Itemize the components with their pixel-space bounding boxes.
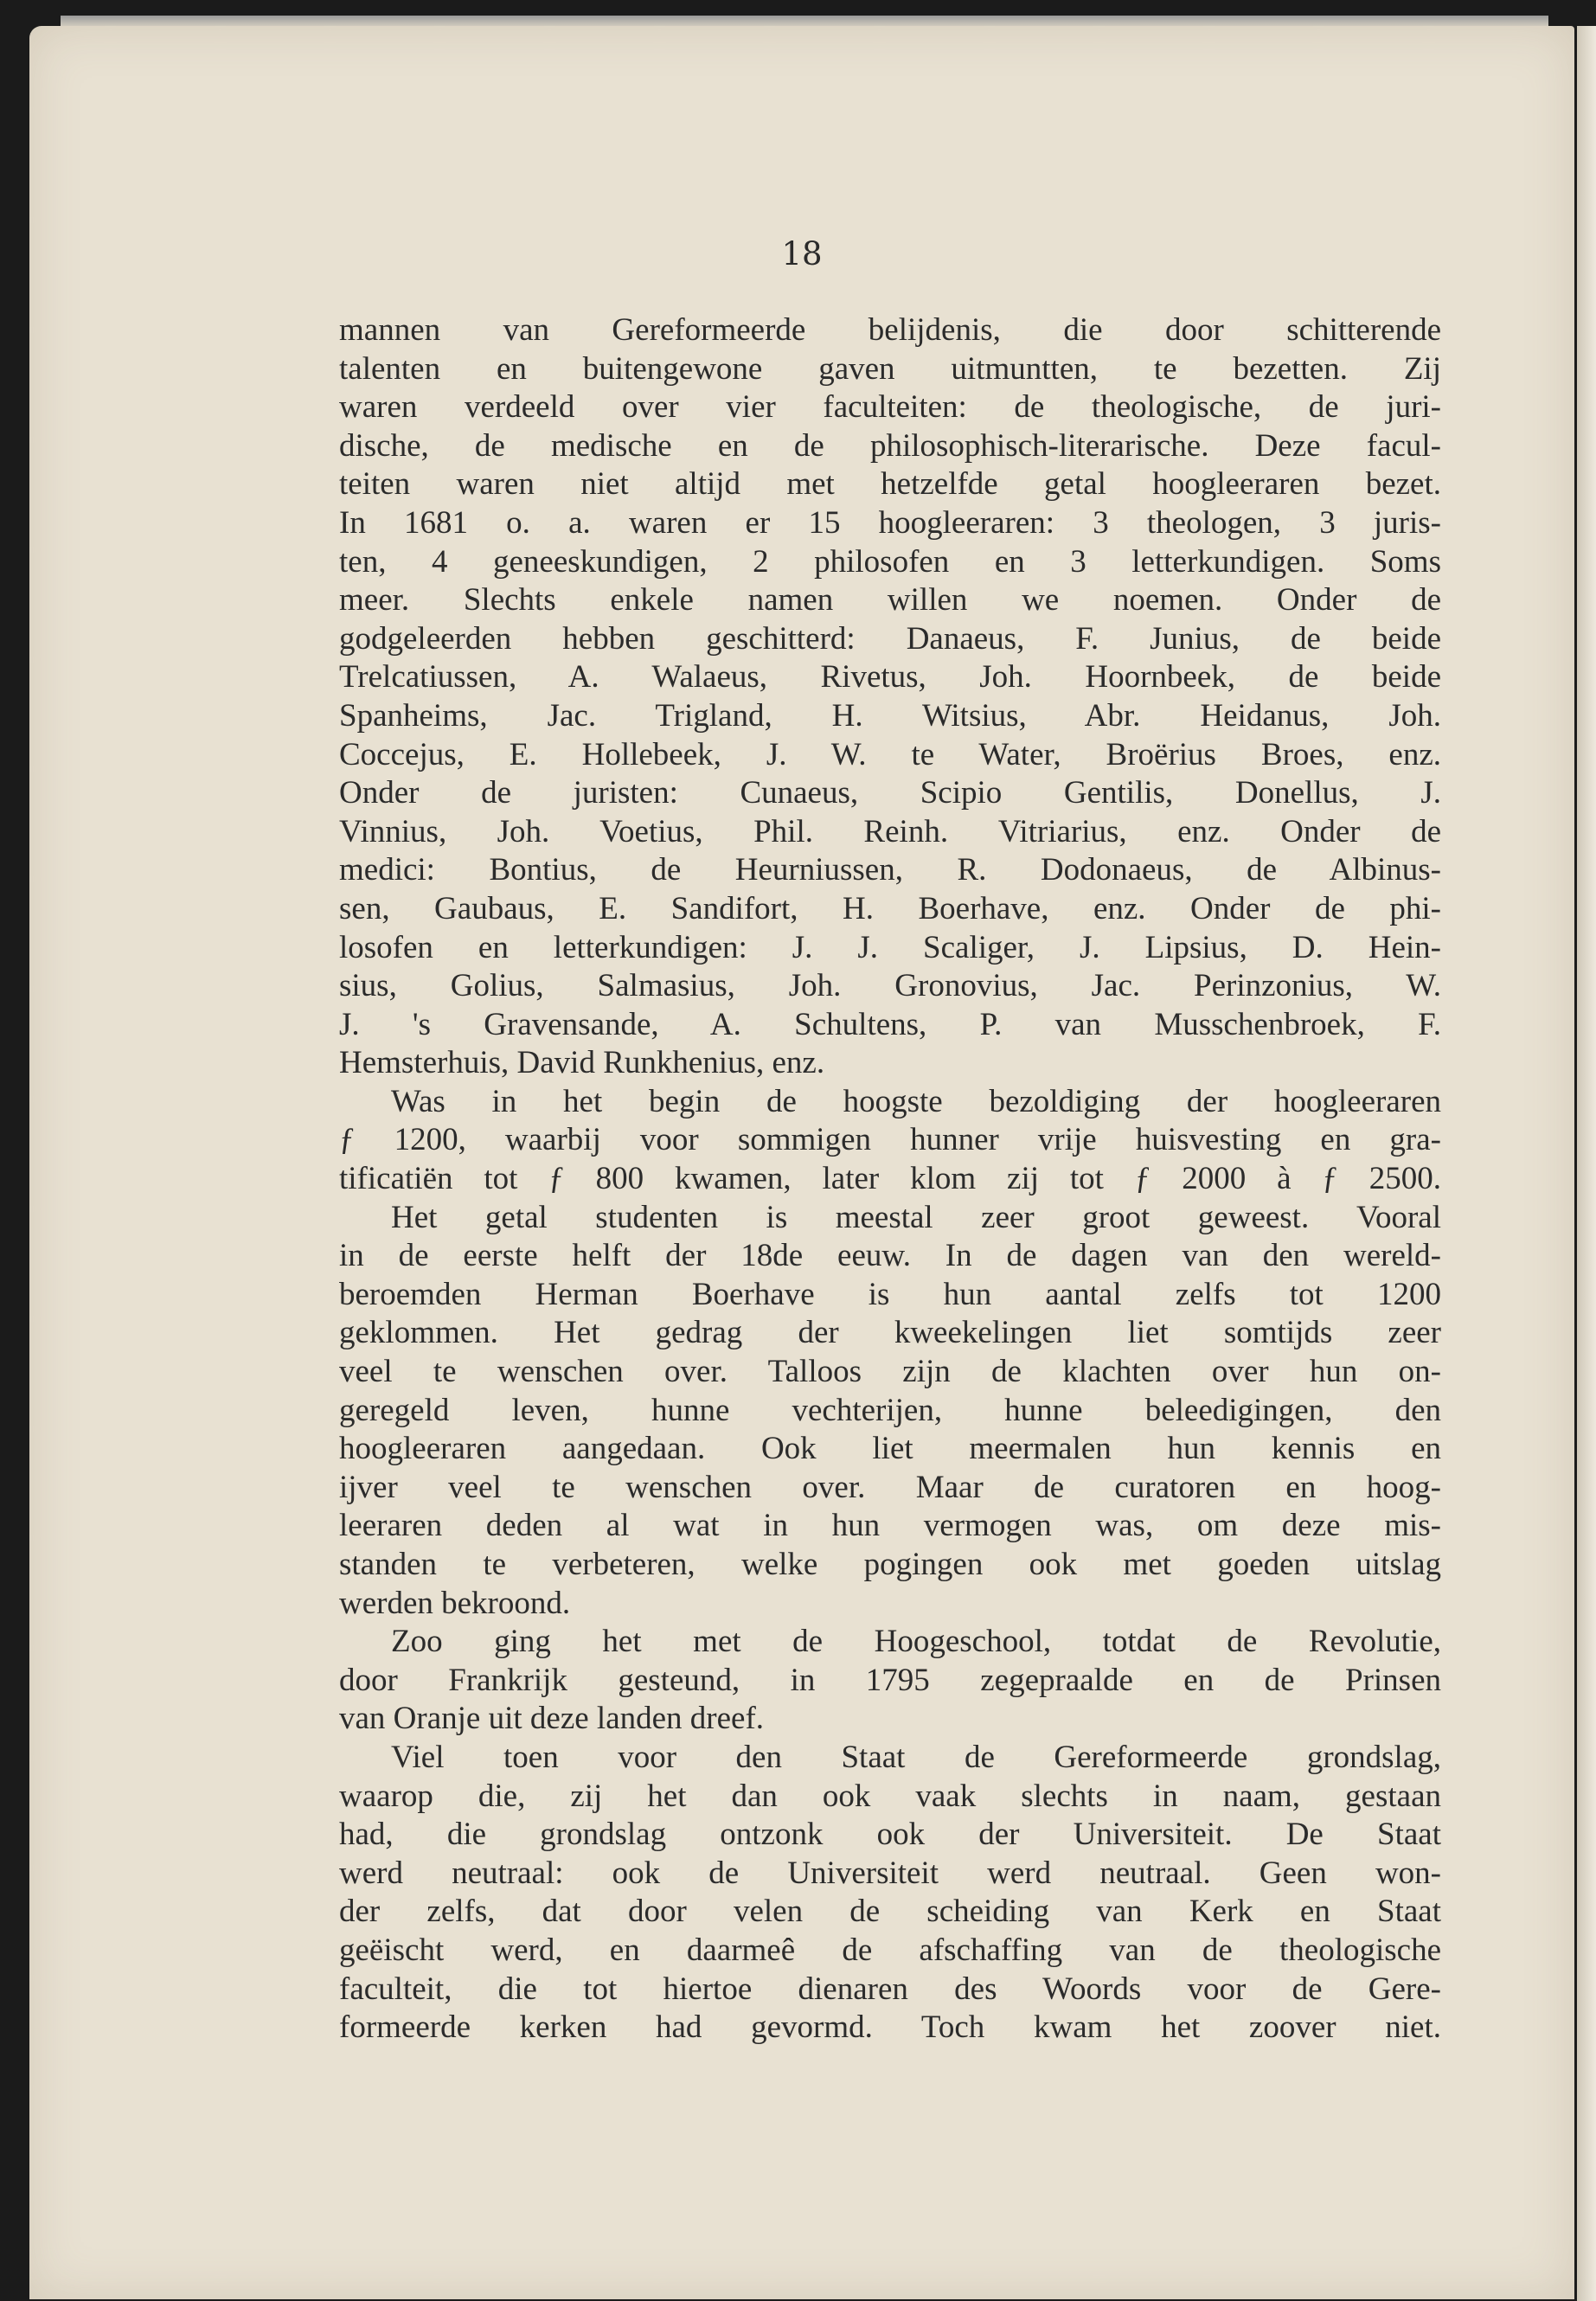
book-page xyxy=(29,26,1574,2299)
text-line: veel te wenschen over. Talloos zijn de klachten over hun on- xyxy=(339,1354,1441,1390)
text-line: Onder de juristen: Cunaeus, Scipio Gentilis, Donellus, J. xyxy=(339,775,1441,811)
text-line: Spanheims, Jac. Trigland, H. Witsius, Abr. Heidanus, Joh. xyxy=(339,697,1441,734)
text-line: waren verdeeld over vier faculteiten: de theologische, de juri- xyxy=(339,389,1441,426)
text-line: van Oranje uit deze landen dreef. xyxy=(339,1701,765,1737)
text-line: Trelcatiussen, A. Walaeus, Rivetus, Joh. Hoornbeek, de beide xyxy=(339,659,1441,695)
text-line: Het getal studenten is meestal zeer groot geweest. Vooral xyxy=(391,1199,1441,1235)
text-line: waarop die, zij het dan ook vaak slechts in naam, gestaan xyxy=(339,1778,1441,1814)
text-line: der zelfs, dat door velen de scheiding van Kerk en Staat xyxy=(339,1894,1441,1930)
text-line: Vinnius, Joh. Voetius, Phil. Reinh. Vitriarius, enz. Onder de xyxy=(339,813,1441,849)
text-line: leeraren deden al wat in hun vermogen was, om deze mis- xyxy=(339,1508,1441,1544)
text-line: In 1681 o. a. waren er 15 hoogleeraren: 3 theologen, 3 juris- xyxy=(339,504,1441,541)
text-line: door Frankrijk gesteund, in 1795 zegepraalde en de Prinsen xyxy=(339,1662,1441,1698)
text-line: ƒ 1200, waarbij voor sommigen hunner vrije huisvesting en gra- xyxy=(339,1122,1441,1158)
text-line: werd neutraal: ook de Universiteit werd neutraal. Geen won- xyxy=(339,1855,1441,1891)
text-line: hoogleeraren aangedaan. Ook liet meermalen hun kennis en xyxy=(339,1431,1441,1467)
text-line: Coccejus, E. Hollebeek, J. W. te Water, Broërius Broes, enz. xyxy=(339,736,1441,772)
text-line: sen, Gaubaus, E. Sandifort, H. Boerhave, enz. Onder de phi- xyxy=(339,890,1441,926)
text-line: standen te verbeteren, welke pogingen ook met goeden uitslag xyxy=(339,1547,1441,1582)
text-line: faculteit, die tot hiertoe dienaren des Woords voor de Gere- xyxy=(339,1971,1441,2007)
text-line: formeerde kerken had gevormd. Toch kwam het zoover niet. xyxy=(339,2009,1441,2046)
text-line: losofen en letterkundigen: J. J. Scaliger, J. Lipsius, D. Hein- xyxy=(339,929,1441,965)
scan-right-edge xyxy=(1577,26,1596,2301)
text-line: ten, 4 geneeskundigen, 2 philosofen en 3 letterkundigen. Soms xyxy=(339,543,1441,580)
body-text xyxy=(339,311,1441,2048)
text-line: Viel toen voor den Staat de Gereformeerde grondslag, xyxy=(391,1739,1441,1775)
text-line: geklommen. Het gedrag der kweekelingen liet somtijds zeer xyxy=(339,1315,1441,1351)
text-line: mannen van Gereformeerde belijdenis, die door schitterende xyxy=(339,312,1441,348)
text-line: geëischt werd, en daarmeê de afschaffing van de theologische xyxy=(339,1932,1441,1968)
text-line: geregeld leven, hunne vechterijen, hunne beleedigingen, den xyxy=(339,1392,1441,1428)
text-line: J. 's Gravensande, A. Schultens, P. van Musschenbroek, F. xyxy=(339,1006,1441,1042)
text-line: godgeleerden hebben geschitterd: Danaeus, F. Junius, de beide xyxy=(339,620,1441,657)
text-line: meer. Slechts enkele namen willen we noemen. Onder de xyxy=(339,582,1441,619)
text-line: had, die grondslag ontzonk ook der Universiteit. De Staat xyxy=(339,1817,1441,1853)
text-line: tificatiën tot ƒ 800 kwamen, later klom zij tot ƒ 2000 à ƒ 2500. xyxy=(339,1161,1441,1197)
text-line: beroemden Herman Boerhave is hun aantal zelfs tot 1200 xyxy=(339,1276,1441,1312)
text-line: Hemsterhuis, David Runkhenius, enz. xyxy=(339,1045,825,1081)
text-line: medici: Bontius, de Heurniussen, R. Dodonaeus, de Albinus- xyxy=(339,852,1441,888)
text-line: Zoo ging het met de Hoogeschool, totdat de Revolutie, xyxy=(391,1624,1441,1660)
text-line: dische, de medische en de philosophisch-literarische. Deze facul- xyxy=(339,427,1441,464)
page-number: 18 xyxy=(781,235,823,272)
text-line: ijver veel te wenschen over. Maar de curatoren en hoog- xyxy=(339,1469,1441,1505)
text-line: Was in het begin de hoogste bezoldiging der hoogleeraren xyxy=(391,1083,1441,1119)
text-line: teiten waren niet altijd met hetzelfde getal hoogleeraren bezet. xyxy=(339,466,1441,503)
text-line: werden bekroond. xyxy=(339,1585,571,1621)
text-line: sius, Golius, Salmasius, Joh. Gronovius, Jac. Perinzonius, W. xyxy=(339,968,1441,1004)
text-line: in de eerste helft der 18de eeuw. In de dagen van den wereld- xyxy=(339,1238,1441,1274)
text-line: talenten en buitengewone gaven uitmuntten, te bezetten. Zij xyxy=(339,350,1441,387)
